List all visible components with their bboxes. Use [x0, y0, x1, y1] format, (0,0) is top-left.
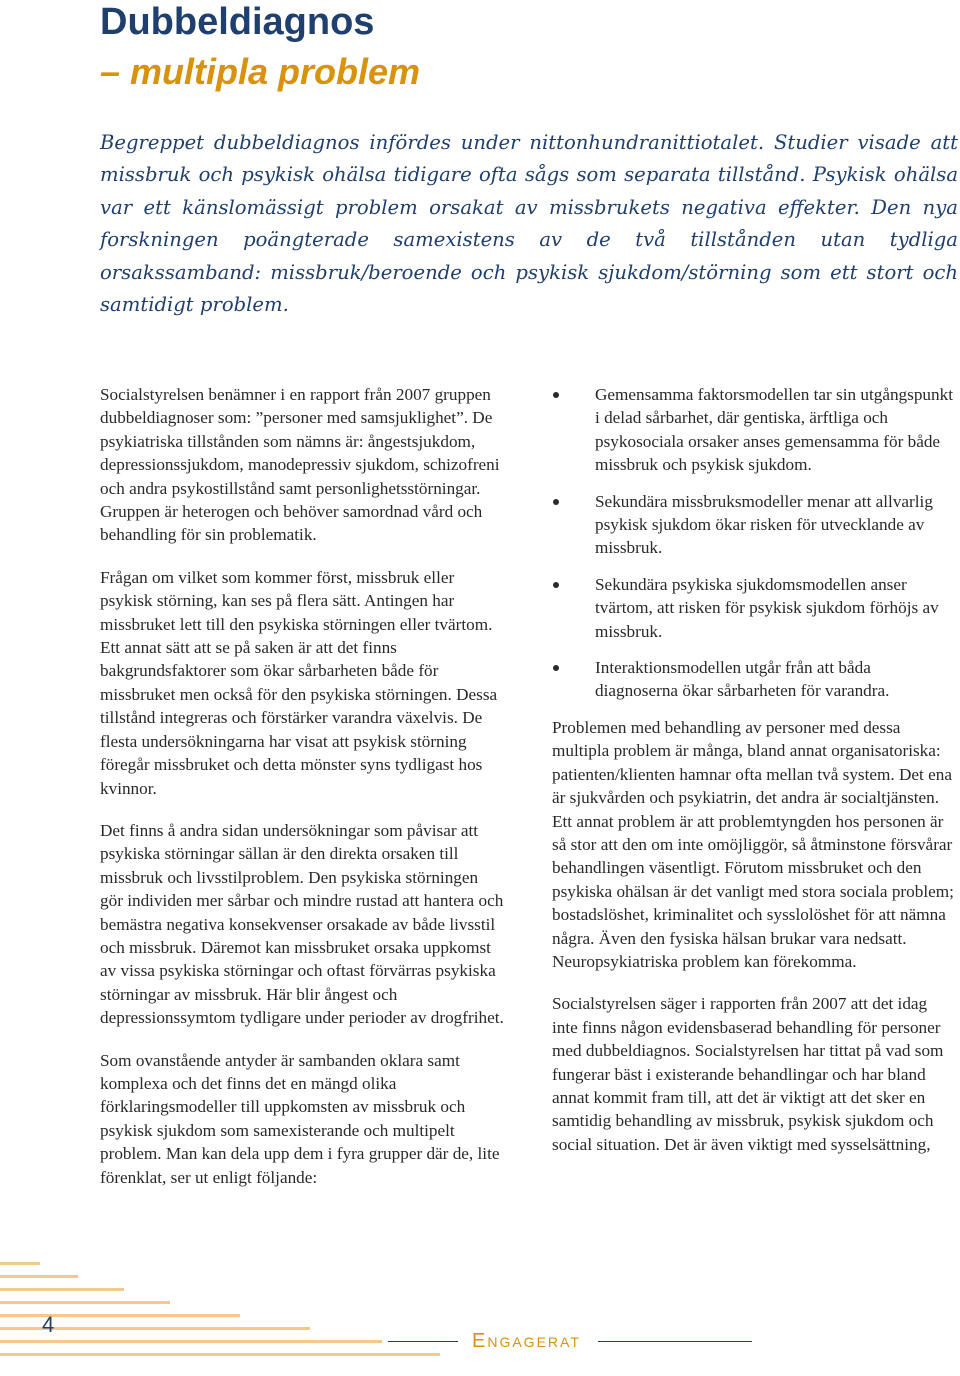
right-column — [552, 383, 957, 1175]
body-paragraph: Som ovanstående antyder är sambanden oklara samt komplexa och det finns det en mängd olika förklaringsmodeller till uppkomsten av missbruk och psykisk sjukdom som samexisterande och multipelt problem. Man kan dela upp dem i fyra grupper där de, lite förenklat, ser ut enligt följande: — [100, 1050, 500, 1187]
bullet-icon — [553, 499, 559, 505]
footer-rule — [598, 1341, 752, 1342]
list-item — [552, 573, 957, 643]
list-item-text: Sekundära missbruksmodeller menar att allvarlig psykisk sjukdom ökar risken för utvecklande av missbruk. — [595, 491, 933, 558]
model-list — [552, 383, 957, 703]
body-paragraph: Frågan om vilket som kommer först, missbruk eller psykisk störning, kan ses på flera sätt. Antingen har missbruket lett till den psykiska störningen eller tvärtom. Ett annat sätt att se på saken är att det finns bakgrundsfaktorer som ökar sårbarheten både för missbruket men också för den psykiska störningen. Dessa tillstånd integreras och förstärker varandra växelvis. De flesta undersökningarna har visat att psykisk störning föregår missbruket och detta mönster syns tydligast hos kvinnor. — [100, 567, 498, 798]
body-paragraph: Det finns å andra sidan undersökningar som påvisar att psykiska störningar sällan är den direkta orsaken till missbruk och livsstilproblem. Den psykiska störningen gör individen mer sårbar och mindre rustad att hantera och bemästra negativa konsekvenser orsakade av både livsstil och missbruk. Däremot kan missbruket orsaka uppkomst av vissa psykiska störningar och oftast förvärras psykiska störningar av missbruk. Här blir ångest och depressionssymtom tydligare under perioder av drogfrihet. — [100, 820, 504, 1028]
body-paragraph: Socialstyrelsen benämner i en rapport från 2007 gruppen dubbeldiagnoser som: ”personer med samsjuklighet”. De psykiatriska tillstånden som nämns är: ångestsjukdom, depressionssjukdom, manodepressiv sjukdom, schizofreni och andra psykostillstånd samt personlighetsstörningar. Gruppen är heterogen och behöver samordnad vård och behandling för sin problematik. — [100, 385, 500, 545]
body-paragraph: Problemen med behandling av personer med dessa multipla problem är många, bland annat organisatoriska: patienten/klienten hamnar ofta mellan två system. Det ena är sjukvården och psykiatrin, det andra är socialtjänsten. Ett annat problem är att problemtyngden hos personen är så stor att den om inte omöjliggör, så åtminstone försvårar behandlingen väsentligt. Förutom missbruket och den psykiska ohälsan är det vanligt med stora sociala problem; bostadslöshet, kriminalitet och sysslolöshet för att nämna några. Även den fysiska hälsan brukar vara nedsatt. Neuropsykiatriska problem kan förekomma. — [552, 717, 954, 971]
decorative-stripe — [0, 1314, 240, 1317]
list-item — [552, 490, 957, 560]
page-title: Dubbeldiagnos — [100, 1, 375, 43]
decorative-stripe — [0, 1288, 124, 1291]
intro-paragraph: Begreppet dubbeldiagnos infördes under nittonhundranittiotalet. Studier visade att missbruk och psykisk ohälsa tidigare ofta sågs som separata tillstånd. Psykisk ohälsa var ett känslomässigt problem orsakat av missbrukets negativa effekter. Den nya forskningen poängterade samexistens av de två tillstånden utan tydliga orsakssamband: missbruk/beroende och psykisk sjukdom/störning som ett stort och samtidigt problem. — [100, 131, 958, 317]
footer-brand: Engagerat — [472, 1330, 581, 1352]
footer-rule — [388, 1341, 458, 1342]
list-item-text: Gemensamma faktorsmodellen tar sin utgångspunkt i delad sårbarhet, där gentiska, ärftliga och psykosociala orsaker anses gemensamma för både missbruk och psykisk sjukdom. — [595, 385, 953, 475]
list-item — [552, 656, 957, 703]
page-number: 4 — [42, 1312, 55, 1337]
bullet-icon — [553, 665, 559, 671]
list-item-text: Interaktionsmodellen utgår från att båda diagnoserna ökar sårbarheten för varandra. — [595, 658, 890, 701]
bullet-icon — [553, 582, 559, 588]
decorative-stripe — [0, 1275, 78, 1278]
decorative-stripe — [0, 1340, 382, 1343]
left-column — [100, 383, 505, 1208]
page-subtitle: – multipla problem — [100, 51, 421, 92]
decorative-stripe — [0, 1353, 440, 1356]
decorative-stripe — [0, 1301, 170, 1304]
bullet-icon — [553, 392, 559, 398]
body-paragraph: Socialstyrelsen säger i rapporten från 2007 att det idag inte finns någon evidensbaserad behandling för personer med dubbeldiagnos. Socialstyrelsen har tittat på vad som fungerar bäst i existerande behandlingar och har bland annat kommit fram till, att det är viktigt att det sker en samtidig behandling av missbruk, psykisk sjukdom och social situation. Det är även viktigt med sysselsättning, — [552, 994, 944, 1154]
list-item-text: Sekundära psykiska sjukdomsmodellen anser tvärtom, att risken för psykisk sjukdom förhöjs av missbruk. — [595, 574, 939, 641]
list-item — [552, 383, 957, 477]
decorative-stripe — [0, 1262, 40, 1265]
